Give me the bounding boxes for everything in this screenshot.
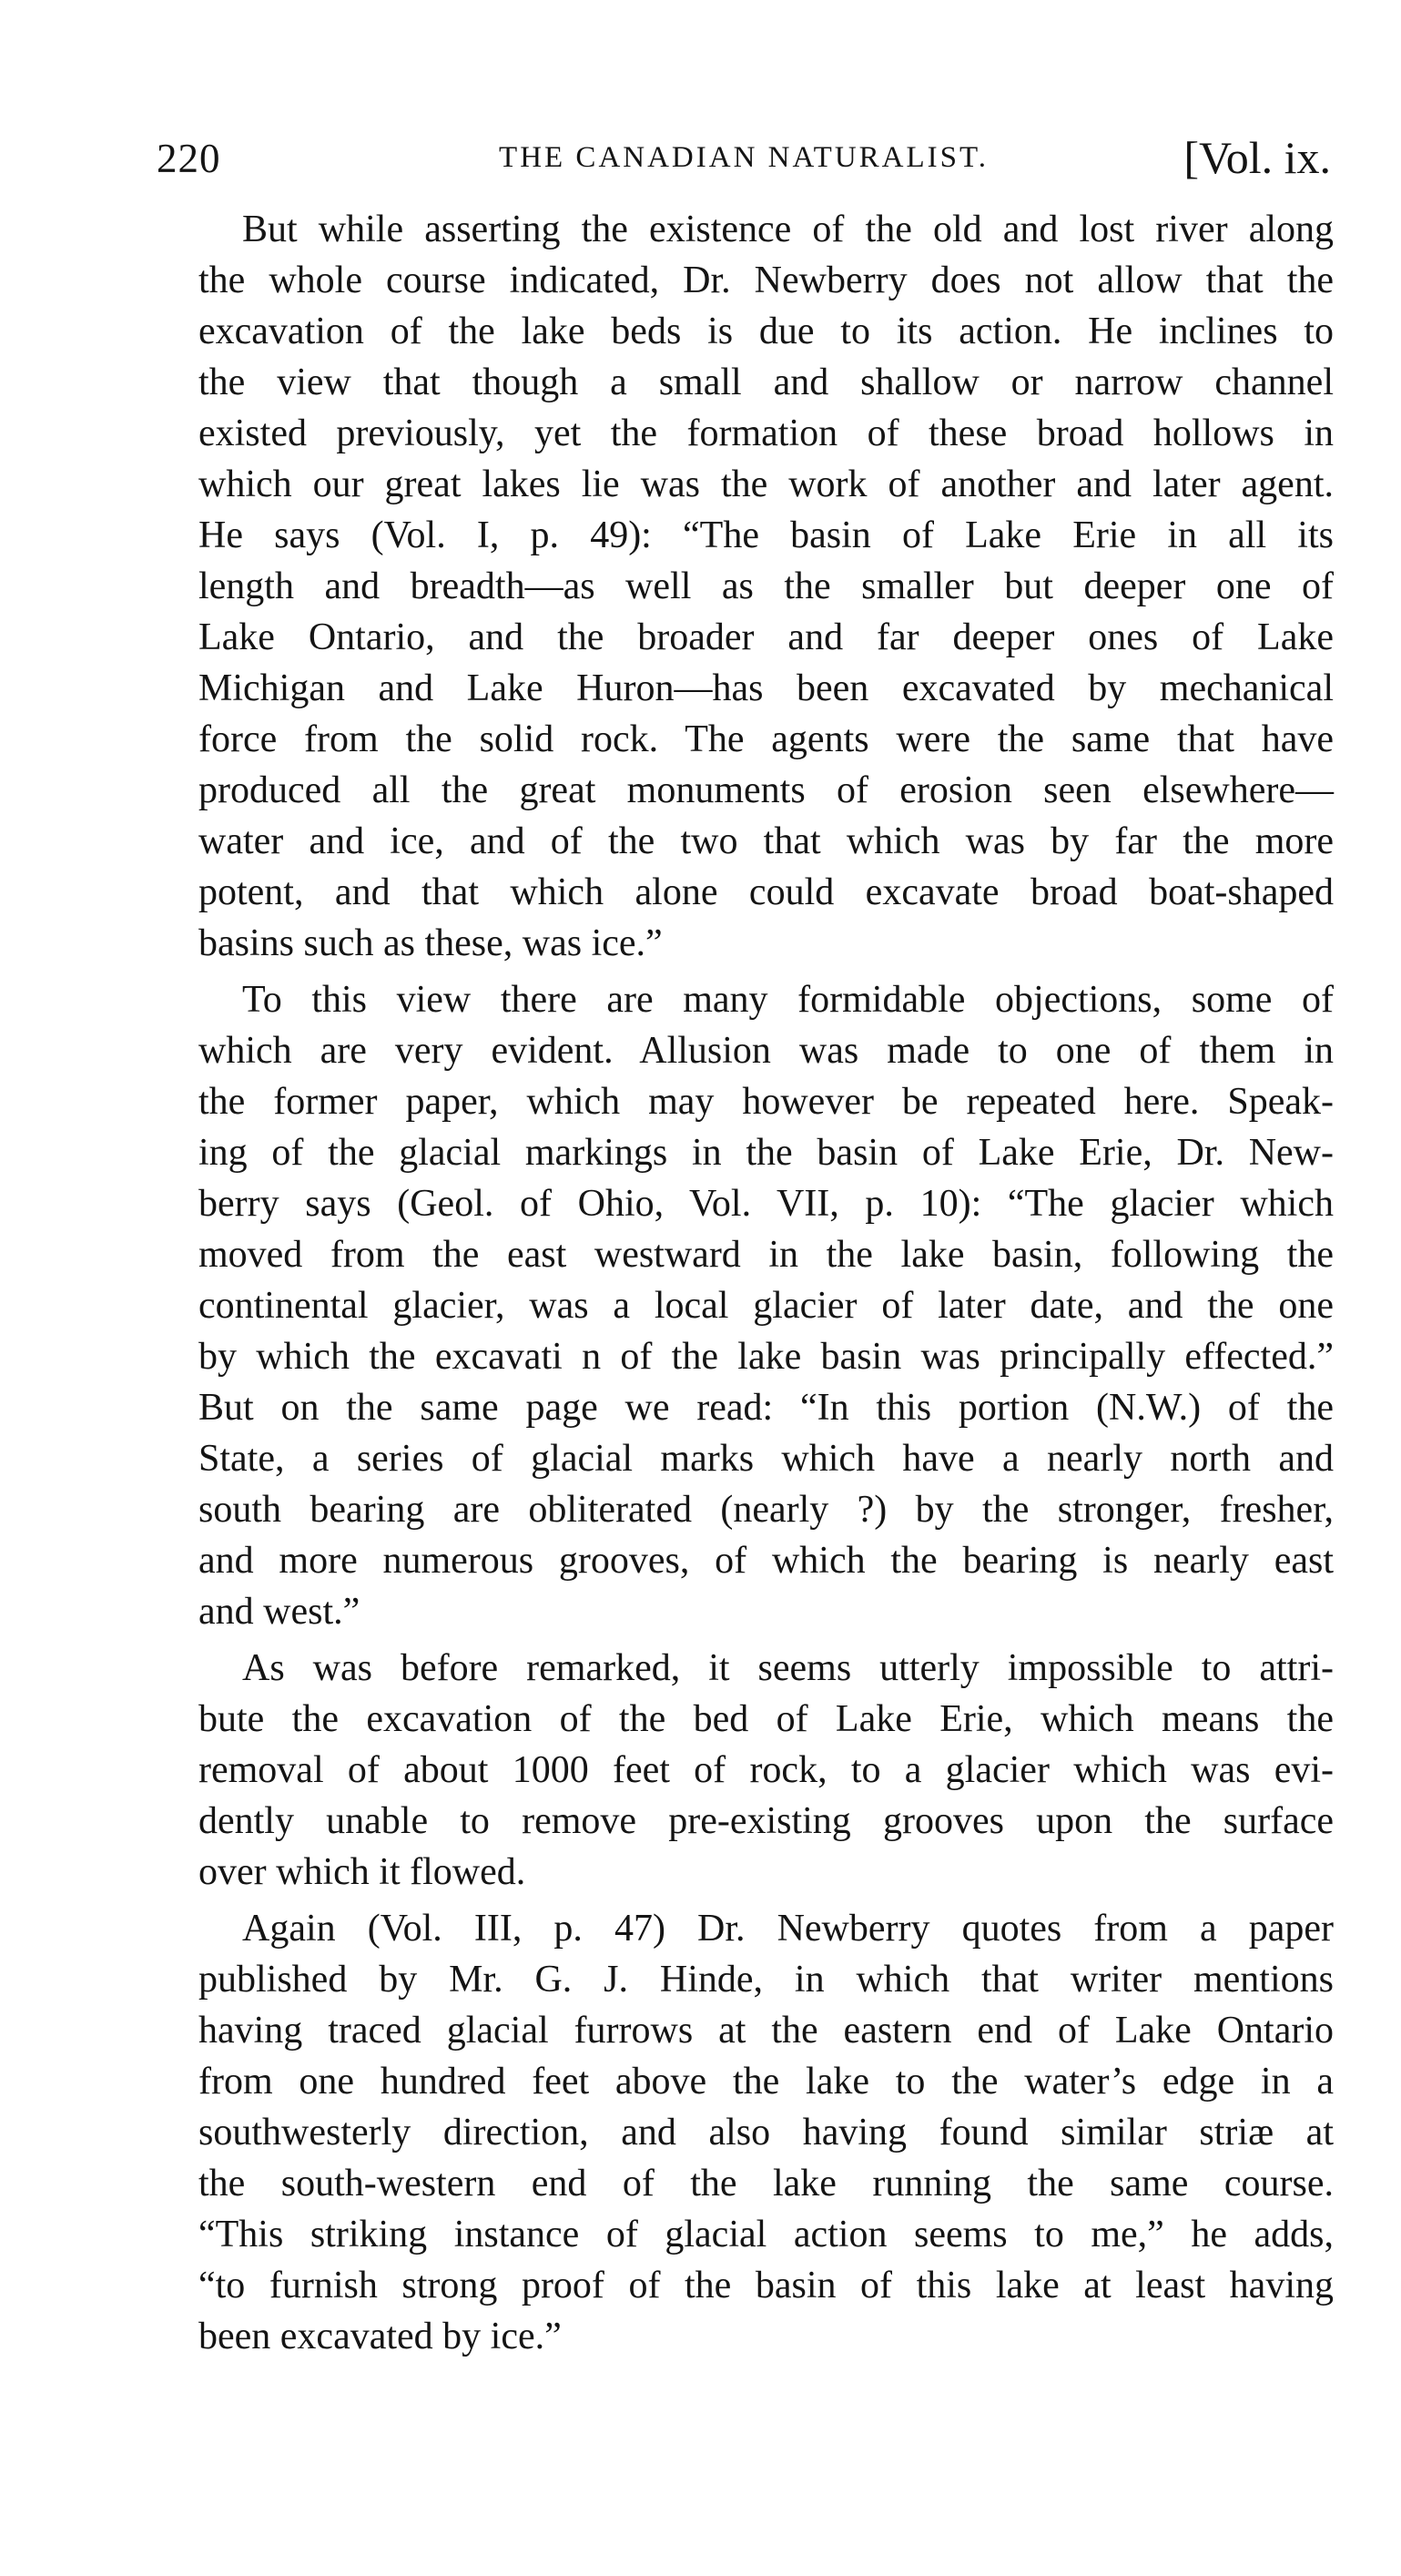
text-line: dently unable to remove pre-existing grooves upon the surface xyxy=(198,1800,1334,1842)
text-line: He says (Vol. I, p. 49): “The basin of Lake Erie in all its xyxy=(198,514,1334,556)
text-line: potent, and that which alone could excavate broad boat-shaped xyxy=(198,871,1334,913)
running-title: THE CANADIAN NATURALIST. xyxy=(499,141,989,174)
text-line: excavation of the lake beds is due to its action. He inclines to xyxy=(198,311,1334,352)
text-line: south bearing are obliterated (nearly ?) by the stronger, fresher, xyxy=(198,1489,1334,1531)
text-line: having traced glacial furrows at the eastern end of Lake Ontario xyxy=(198,2010,1334,2052)
text-line: the whole course indicated, Dr. Newberry does not allow that the xyxy=(198,260,1334,301)
paragraph-3 xyxy=(155,1643,1334,1898)
text-line: As was before remarked, it seems utterly impossible to attri- xyxy=(242,1647,1334,1689)
volume-label: [Vol. ix. xyxy=(1183,132,1331,183)
text-line: produced all the great monuments of erosion seen elsewhere— xyxy=(198,769,1334,811)
text-line: But while asserting the existence of the old and lost river along xyxy=(242,209,1334,250)
text-line: length and breadth—as well as the smaller but deeper one of xyxy=(198,565,1334,607)
paragraph-2 xyxy=(155,974,1334,1637)
running-header xyxy=(157,129,1331,193)
text-line: over which it flowed. xyxy=(198,1851,526,1893)
text-line: State, a series of glacial marks which have a nearly north and xyxy=(198,1438,1334,1480)
text-line: existed previously, yet the formation of these broad hollows in xyxy=(198,412,1334,454)
text-line: the former paper, which may however be repeated here. Speak- xyxy=(198,1081,1334,1123)
text-line: the view that though a small and shallow or narrow channel xyxy=(198,361,1334,403)
text-line: “This striking instance of glacial action seems to me,” he adds, xyxy=(198,2214,1334,2255)
text-line: moved from the east westward in the lake basin, following the xyxy=(198,1234,1334,1276)
text-line: force from the solid rock. The agents were the same that have xyxy=(198,718,1334,760)
paragraph-1 xyxy=(155,204,1334,969)
text-line: basins such as these, was ice.” xyxy=(198,922,663,964)
text-line: and west.” xyxy=(198,1591,360,1633)
paragraph-4 xyxy=(155,1903,1334,2362)
page-number: 220 xyxy=(157,136,221,181)
text-line: water and ice, and of the two that which was by far the more xyxy=(198,820,1334,862)
text-line: which are very evident. Allusion was made to one of them in xyxy=(198,1030,1334,1072)
text-line: and more numerous grooves, of which the bearing is nearly east xyxy=(198,1540,1334,1582)
text-line: To this view there are many formidable objections, some of xyxy=(242,979,1334,1021)
text-line: been excavated by ice.” xyxy=(198,2316,562,2357)
text-line: by which the excavati n of the lake basin was principally effected.” xyxy=(198,1336,1334,1378)
text-line: which our great lakes lie was the work of another and later agent. xyxy=(198,463,1334,505)
text-line: published by Mr. G. J. Hinde, in which that writer mentions xyxy=(198,1959,1334,2001)
text-line: But on the same page we read: “In this portion (N.W.) of the xyxy=(198,1387,1334,1429)
text-line: the south-western end of the lake running the same course. xyxy=(198,2163,1334,2204)
text-line: berry says (Geol. of Ohio, Vol. VII, p. 10): “The glacier which xyxy=(198,1183,1334,1225)
text-line: ing of the glacial markings in the basin of Lake Erie, Dr. New- xyxy=(198,1132,1334,1174)
text-line: removal of about 1000 feet of rock, to a glacier which was evi- xyxy=(198,1749,1334,1791)
text-line: Lake Ontario, and the broader and far deeper ones of Lake xyxy=(198,616,1334,658)
text-line: Again (Vol. III, p. 47) Dr. Newberry quotes from a paper xyxy=(242,1908,1334,1950)
text-line: from one hundred feet above the lake to the water’s edge in a xyxy=(198,2061,1334,2103)
text-line: bute the excavation of the bed of Lake Erie, which means the xyxy=(198,1698,1334,1740)
text-line: Michigan and Lake Huron—has been excavated by mechanical xyxy=(198,667,1334,709)
body-text xyxy=(155,204,1334,2362)
text-line: southwesterly direction, and also having found similar striæ at xyxy=(198,2112,1334,2153)
text-line: “to furnish strong proof of the basin of this lake at least having xyxy=(198,2265,1334,2306)
text-line: continental glacier, was a local glacier of later date, and the one xyxy=(198,1285,1334,1327)
